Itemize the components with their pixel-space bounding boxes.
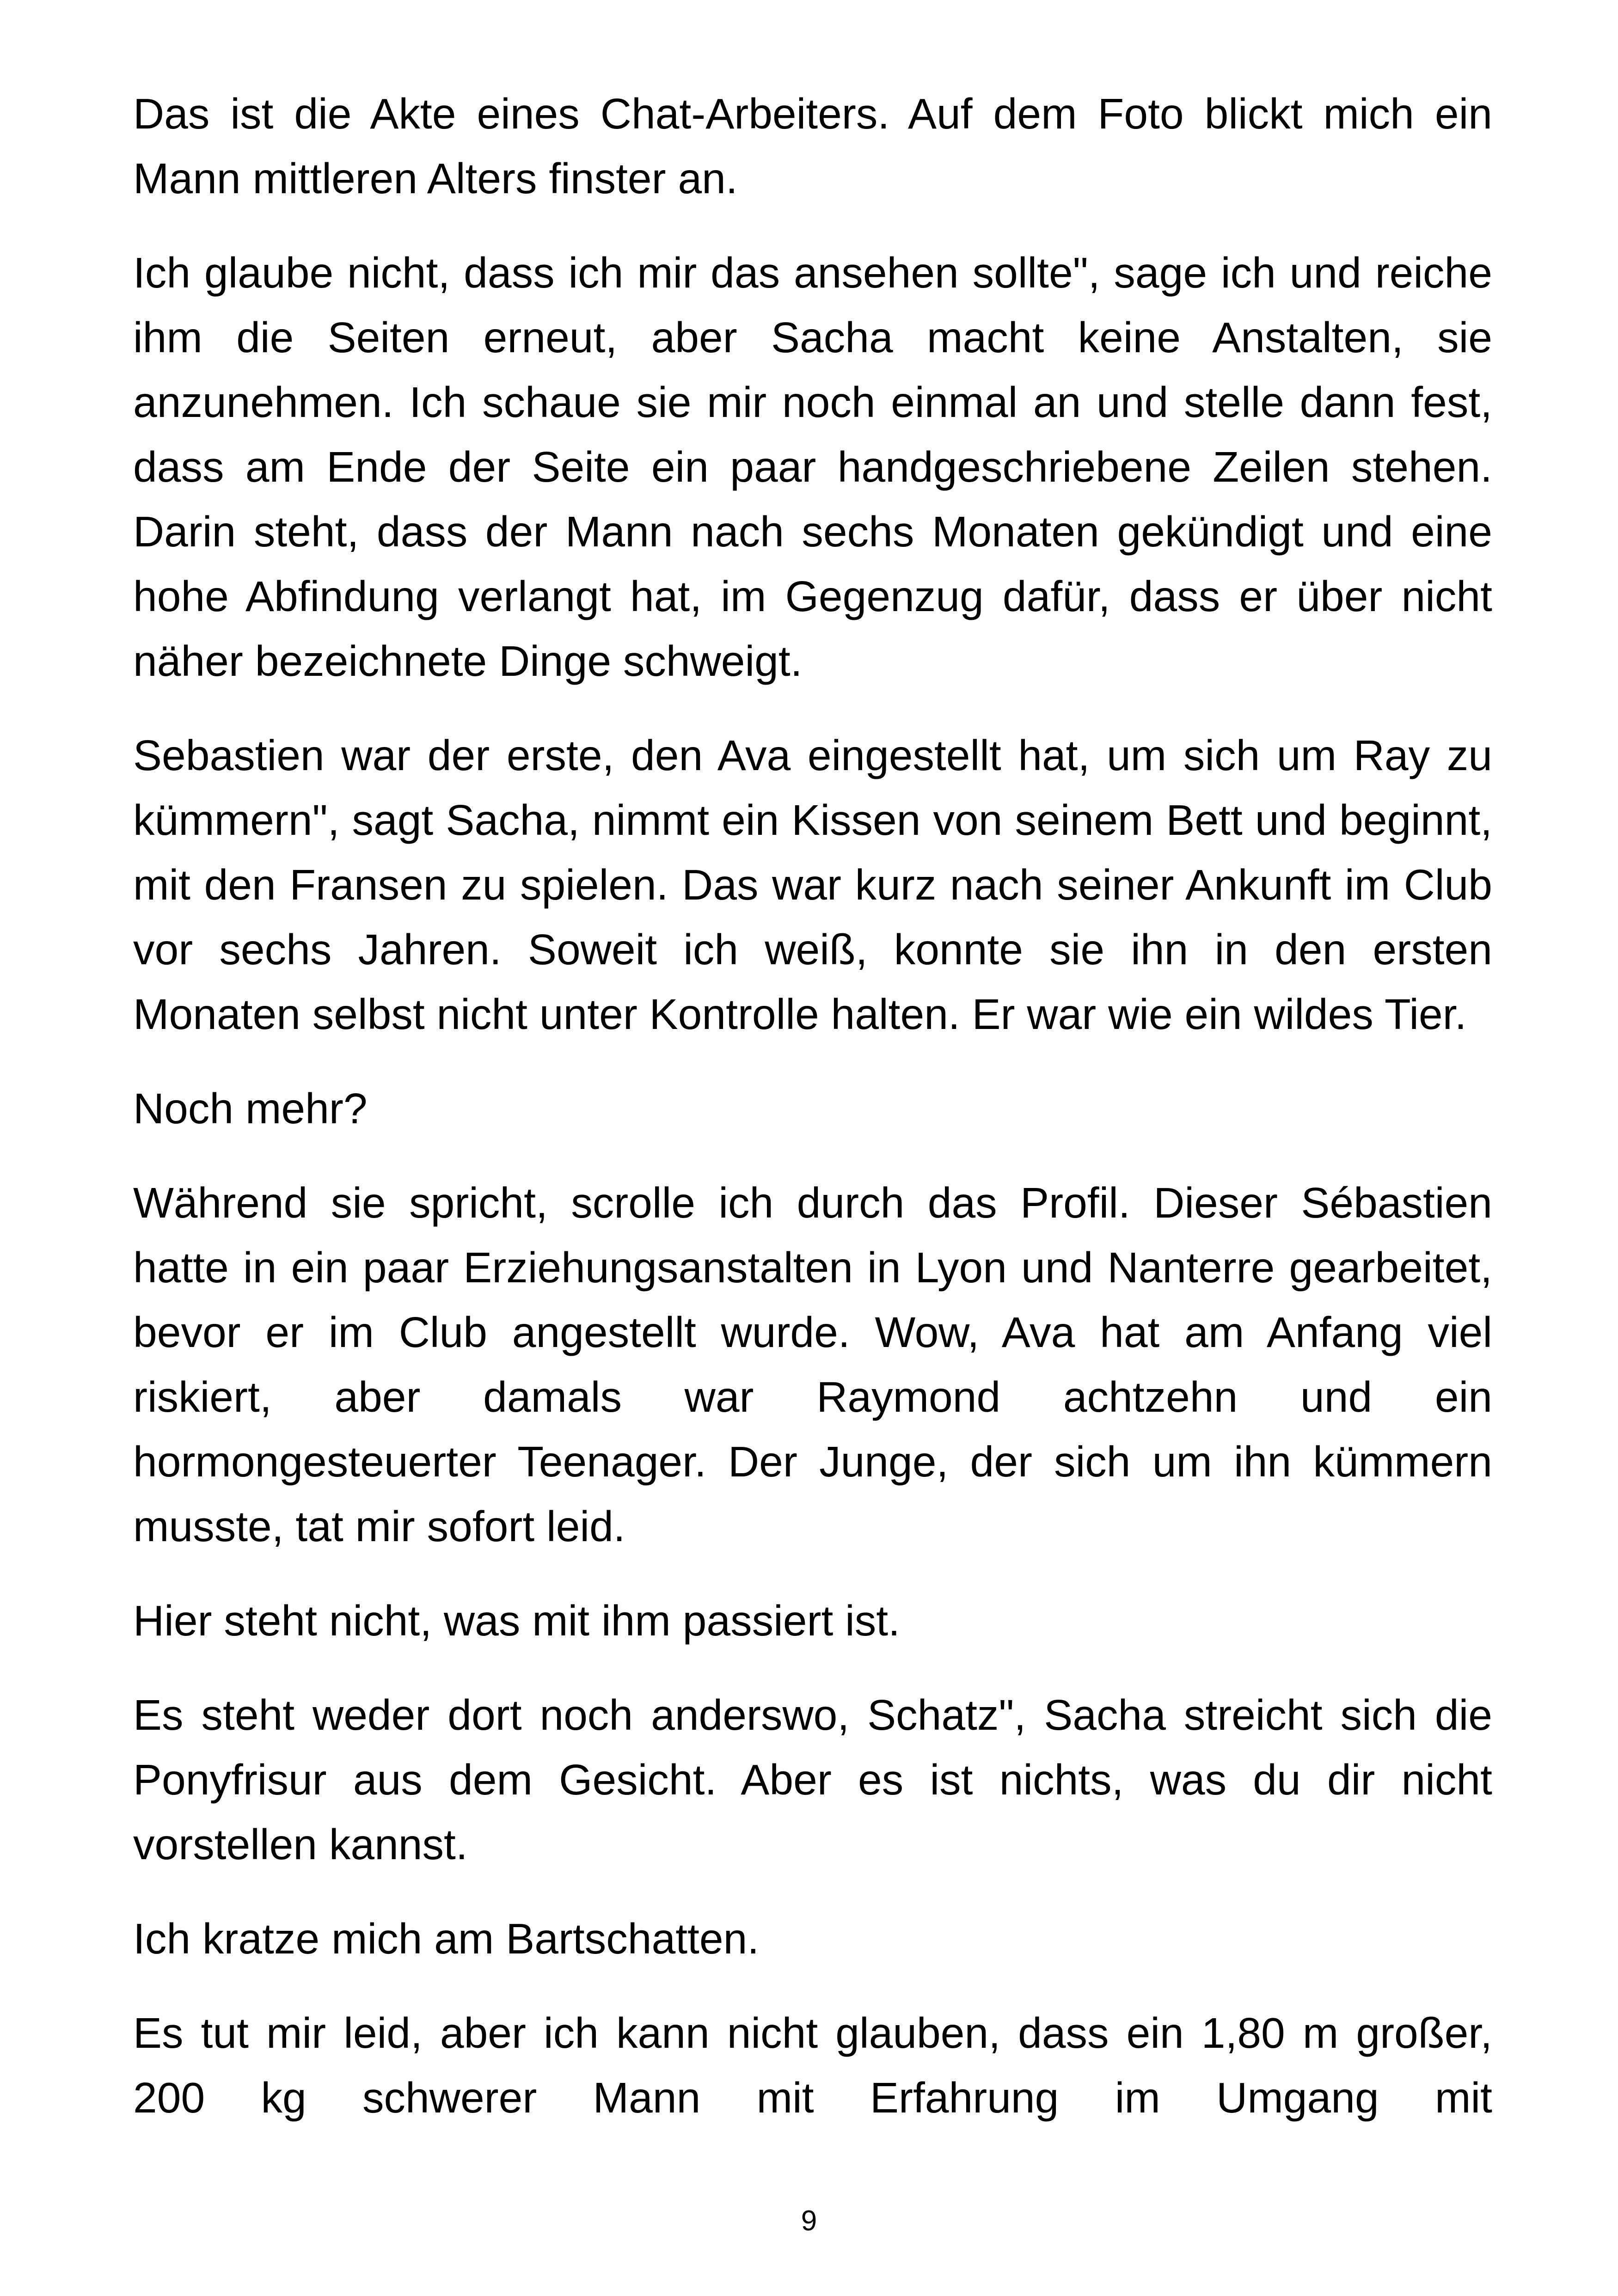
- body-text: [133, 81, 1492, 2130]
- paragraph-5: Während sie spricht, scrolle ich durch das Profil. Dieser Sébastien hatte in ein paar Erziehungsanstalten in Lyon und Nanterre gearbeitet, bevor er im Club angestellt wurde. Wow, Ava hat am Anfang viel riskiert, aber damals war Raymond achtzehn und ein hormongesteuerter Teenager. Der Junge, der sich um ihn kümmern musste, tat mir sofort leid.: [133, 1179, 1492, 1550]
- paragraph-7: Es steht weder dort noch anderswo, Schatz", Sacha streicht sich die Ponyfrisur aus dem Gesicht. Aber es ist nichts, was du dir nicht vorstellen kannst.: [133, 1691, 1492, 1868]
- paragraph-1: Das ist die Akte eines Chat-Arbeiters. Auf dem Foto blickt mich ein Mann mittleren Alters finster an.: [133, 90, 1492, 202]
- paragraph-9: Es tut mir leid, aber ich kann nicht glauben, dass ein 1,80 m großer, 200 kg schwerer Mann mit Erfahrung im Umgang mit: [133, 2009, 1492, 2122]
- paragraph-4: Noch mehr?: [133, 1084, 368, 1133]
- page-number: 9: [801, 2205, 817, 2237]
- paragraph-6: Hier steht nicht, was mit ihm passiert ist.: [133, 1597, 900, 1645]
- paragraph-3: Sebastien war der erste, den Ava eingestellt hat, um sich um Ray zu kümmern", sagt Sacha, nimmt ein Kissen von seinem Bett und beginnt, mit den Fransen zu spielen. Das war kurz nach seiner Ankunft im Club vor sechs Jahren. Soweit ich weiß, konnte sie ihn in den ersten Monaten selbst nicht unter Kontrolle halten. Er war wie ein wildes Tier.: [133, 731, 1492, 1038]
- paragraph-2: Ich glaube nicht, dass ich mir das ansehen sollte", sage ich und reiche ihm die Seiten erneut, aber Sacha macht keine Anstalten, sie anzunehmen. Ich schaue sie mir noch einmal an und stelle dann fest, dass am Ende der Seite ein paar handgeschriebene Zeilen stehen. Darin steht, dass der Mann nach sechs Monaten gekündigt und eine hohe Abfindung verlangt hat, im Gegenzug dafür, dass er über nicht näher bezeichnete Dinge schweigt.: [133, 249, 1492, 685]
- paragraph-8: Ich kratze mich am Bartschatten.: [133, 1915, 760, 1963]
